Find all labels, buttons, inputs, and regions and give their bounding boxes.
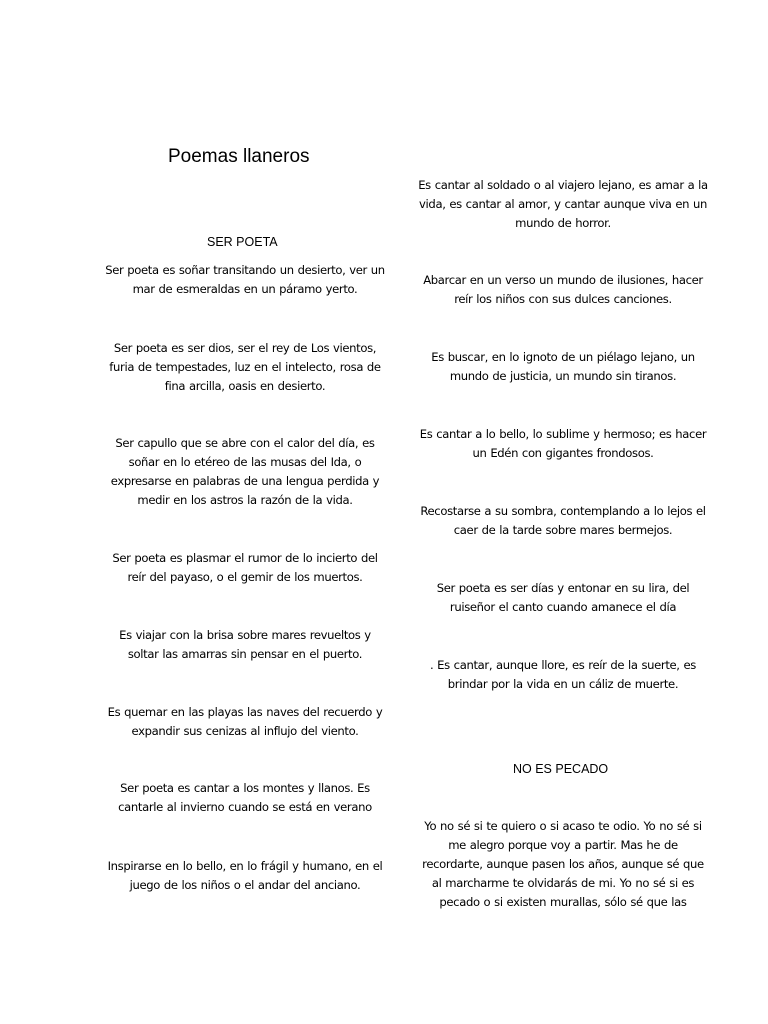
stanza: . Es cantar, aunque llore, es reír de la suerte, es brindar por la vida en un cáliz de muerte.: [430, 658, 696, 691]
stanza: Abarcar en un verso un mundo de ilusiones, hacer reír los niños con sus dulces canciones.: [423, 273, 703, 306]
document-title: Poemas llaneros: [168, 146, 310, 167]
stanza: Ser poeta es cantar a los montes y llanos. Es cantarle al invierno cuando se está en verano: [118, 781, 372, 814]
section-heading-ser-poeta: SER POETA: [207, 235, 278, 249]
section-heading-no-es-pecado: NO ES PECADO: [513, 762, 609, 776]
stanza: Es viajar con la brisa sobre mares revueltos y soltar las amarras sin pensar en el puerto.: [119, 628, 371, 661]
stanza: Inspirarse en lo bello, en lo frágil y humano, en el juego de los niños o el andar del anciano.: [107, 859, 383, 892]
stanza: Es buscar, en lo ignoto de un piélago lejano, un mundo de justicia, un mundo sin tiranos.: [431, 350, 695, 383]
stanza: Es cantar al soldado o al viajero lejano, es amar a la vida, es cantar al amor, y cantar aunque viva en un mundo de horror.: [418, 178, 708, 230]
stanza: Ser poeta es ser días y entonar en su lira, del ruiseñor el canto cuando amanece el día: [436, 581, 690, 614]
stanza: Ser poeta es plasmar el rumor de lo incierto del reír del payaso, o el gemir de los muertos.: [112, 551, 378, 584]
stanza: Ser poeta es soñar transitando un desierto, ver un mar de esmeraldas en un páramo yerto.: [105, 263, 385, 296]
stanza: Ser capullo que se abre con el calor del día, es soñar en lo etéreo de las musas del Ida, o expresarse en palabras de una lengua perdida y medir en los astros la razón de la vida.: [110, 436, 380, 507]
stanza: Yo no sé si te quiero o si acaso te odio. Yo no sé si me alegro porque voy a partir. Mas he de recordarte, aunque pasen los años, aunque sé que al marcharme te olvidarás de mi. Yo no sé si es pecado o si existen murallas, sólo sé que las: [422, 819, 704, 909]
stanza: Es quemar en las playas las naves del recuerdo y expandir sus cenizas al influjo del viento.: [107, 705, 383, 738]
stanza: Ser poeta es ser dios, ser el rey de Los vientos, furia de tempestades, luz en el intelecto, rosa de fina arcilla, oasis en desierto.: [109, 341, 381, 393]
stanza: Es cantar a lo bello, lo sublime y hermoso; es hacer un Edén con gigantes frondosos.: [419, 427, 707, 460]
stanza: Recostarse a su sombra, contemplando a lo lejos el caer de la tarde sobre mares bermejos.: [420, 504, 706, 537]
